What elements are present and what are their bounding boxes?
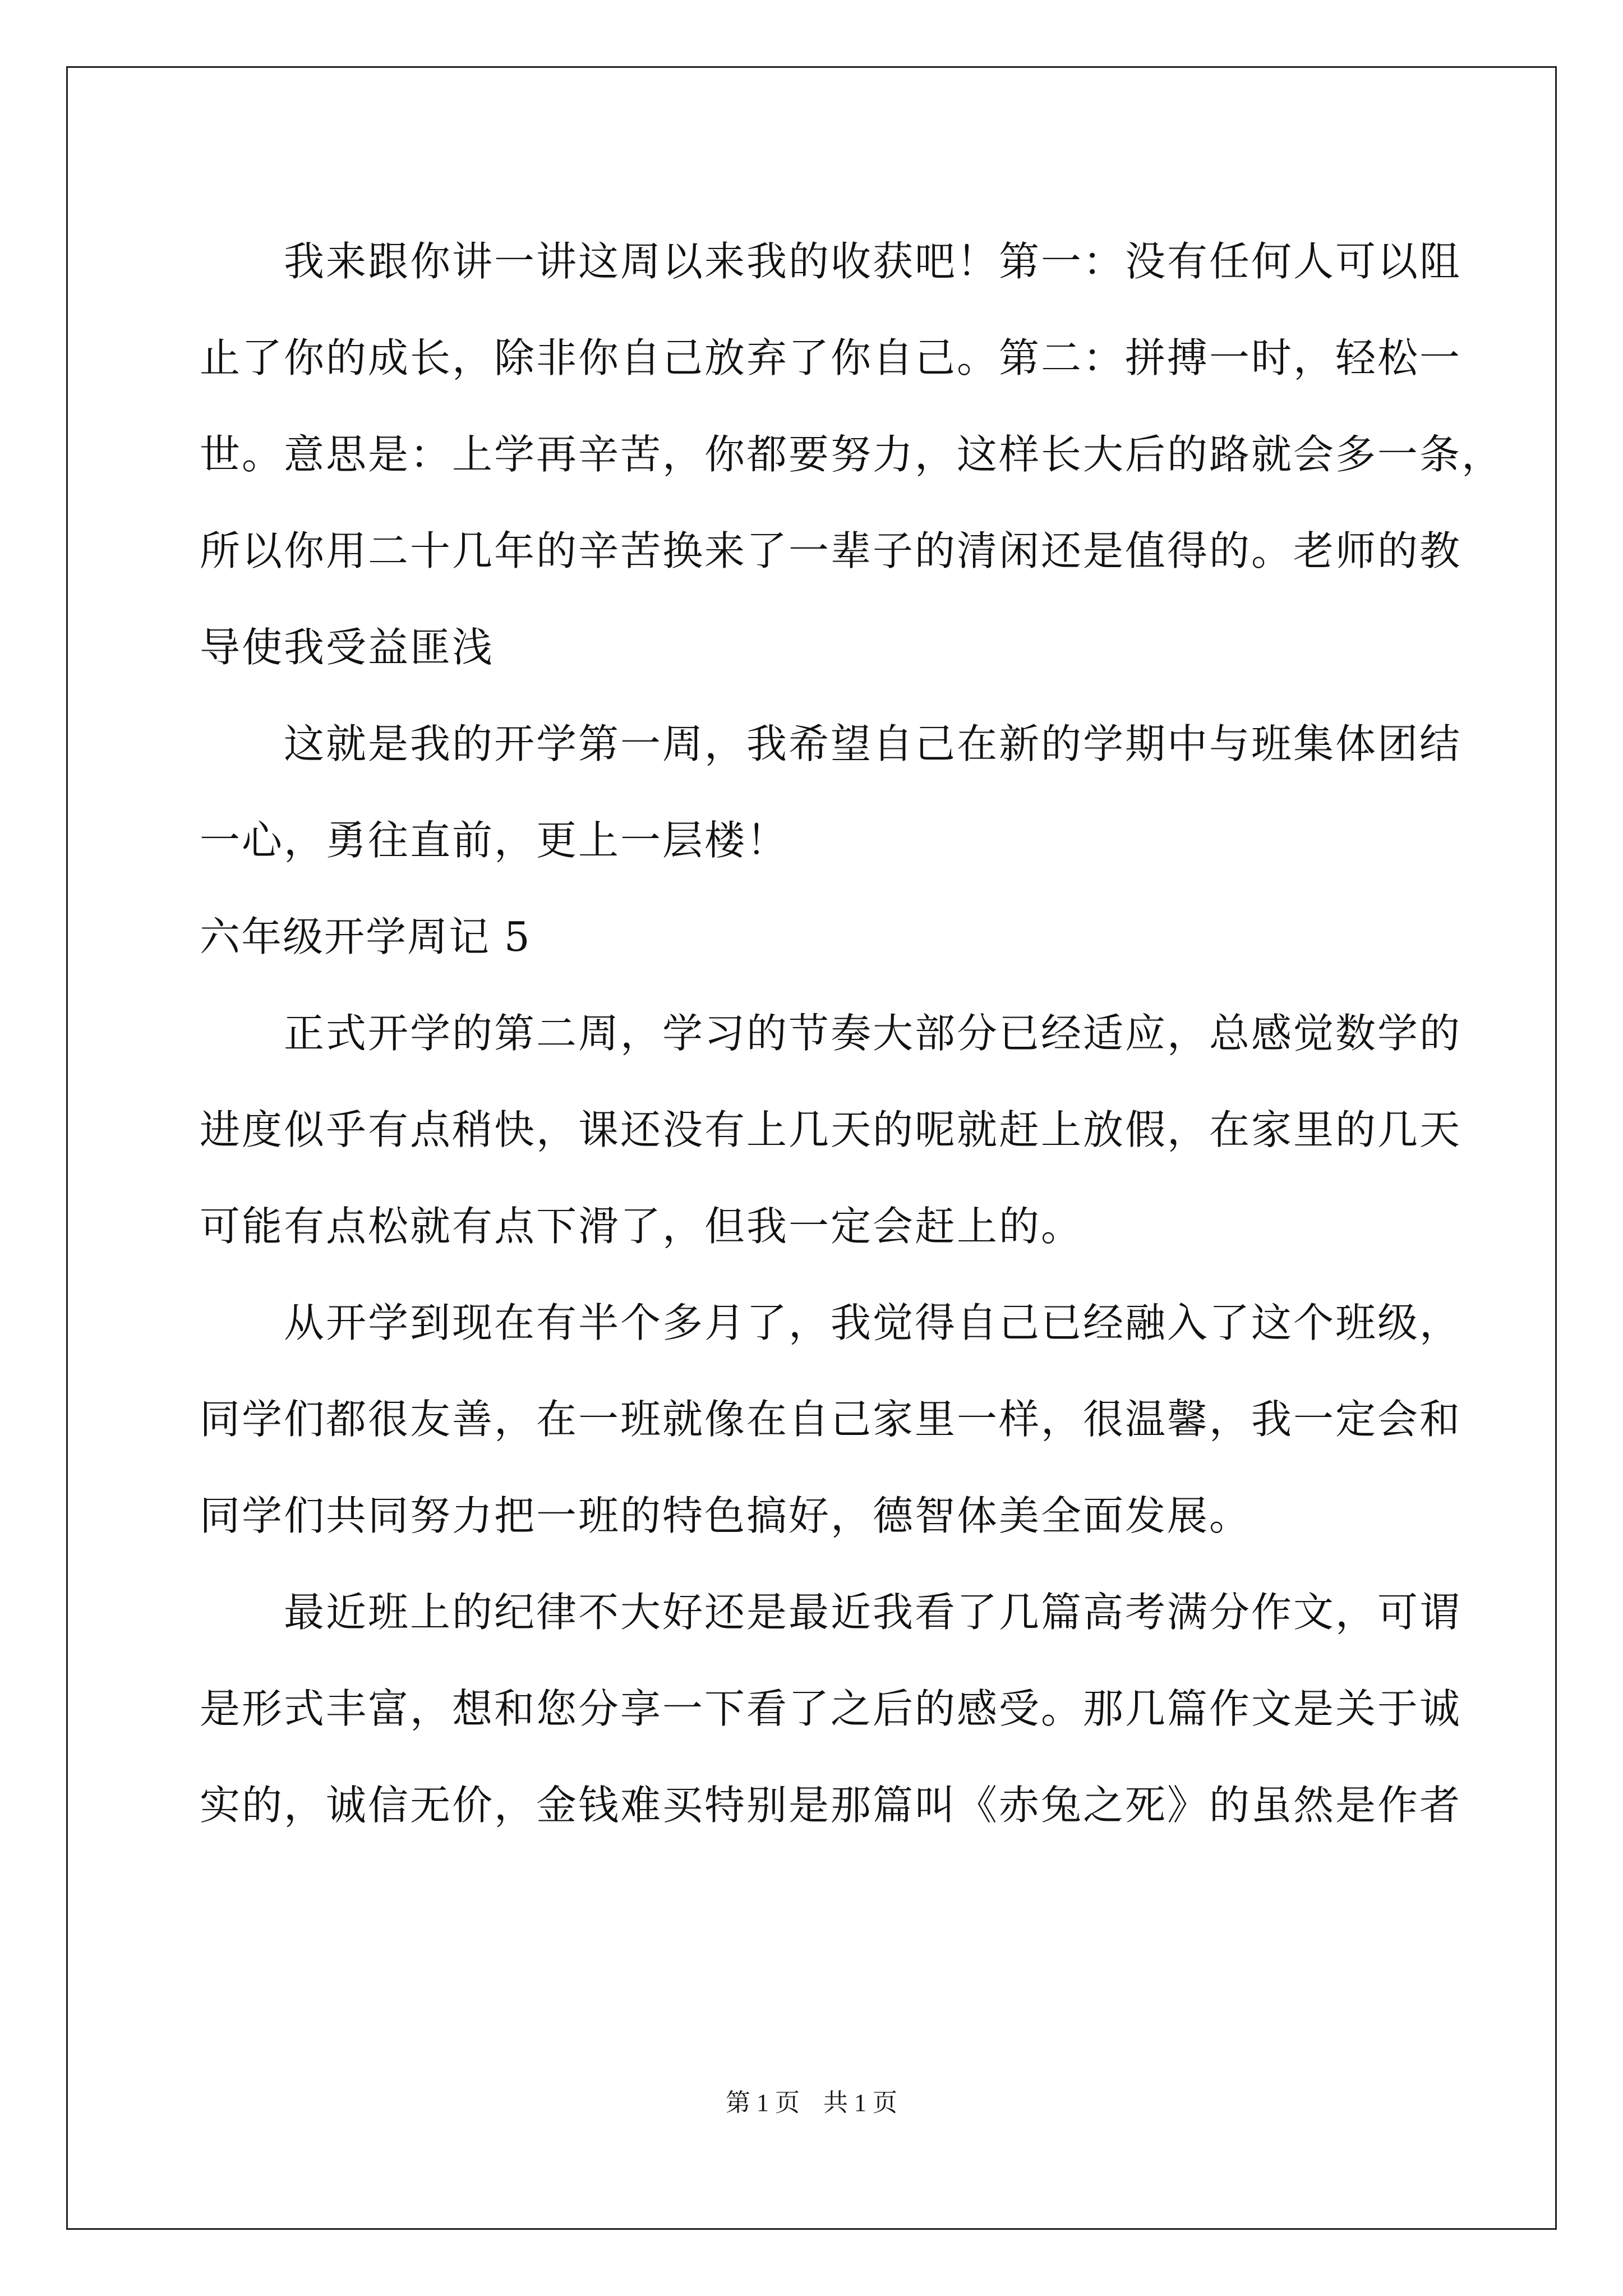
text-line: 一心，勇往直前，更上一层楼！ bbox=[200, 817, 789, 864]
paragraph bbox=[200, 1564, 1462, 1853]
text-line: 止了你的成长，除非你自己放弃了你自己。第二：拼搏一时，轻松一 bbox=[200, 334, 1462, 381]
paragraph bbox=[200, 1274, 1462, 1564]
section-heading: 六年级开学周记 5 bbox=[200, 913, 531, 960]
document-body bbox=[200, 213, 1504, 1853]
page-number: 第 1 页 bbox=[726, 2089, 800, 2116]
page-footer bbox=[0, 2082, 1623, 2118]
paragraph bbox=[200, 985, 1462, 1274]
text-line: 进度似乎有点稍快，课还没有上几天的呢就赶上放假，在家里的几天 bbox=[200, 1106, 1462, 1153]
text-line: 我来跟你讲一讲这周以来我的收获吧！第一：没有任何人可以阻 bbox=[284, 238, 1462, 285]
text-line: 导使我受益匪浅 bbox=[200, 624, 495, 671]
text-line: 同学们共同努力把一班的特色搞好，德智体美全面发展。 bbox=[200, 1492, 1252, 1539]
paragraph bbox=[200, 213, 1504, 696]
text-line: 实的，诚信无价，金钱难买特别是那篇叫《赤兔之死》的虽然是作者 bbox=[200, 1782, 1462, 1829]
text-line: 所以你用二十几年的辛苦换来了一辈子的清闲还是值得的。老师的教 bbox=[200, 527, 1462, 574]
text-line: 这就是我的开学第一周，我希望自己在新的学期中与班集体团结 bbox=[284, 720, 1462, 767]
text-line: 同学们都很友善，在一班就像在自己家里一样，很温馨，我一定会和 bbox=[200, 1396, 1462, 1443]
text-line: 世。意思是：上学再辛苦，你都要努力，这样长大后的路就会多一条， bbox=[200, 431, 1504, 478]
paragraph bbox=[200, 696, 1462, 889]
text-line: 最近班上的纪律不大好还是最近我看了几篇高考满分作文，可谓 bbox=[284, 1589, 1462, 1636]
text-line: 从开学到现在有半个多月了，我觉得自己已经融入了这个班级， bbox=[284, 1299, 1462, 1346]
text-line: 可能有点松就有点下滑了，但我一定会赶上的。 bbox=[200, 1203, 1083, 1250]
page-total: 共 1 页 bbox=[823, 2089, 897, 2116]
text-line: 正式开学的第二周，学习的节奏大部分已经适应，总感觉数学的 bbox=[284, 1010, 1462, 1057]
text-line: 是形式丰富，想和您分享一下看了之后的感受。那几篇作文是关于诚 bbox=[200, 1685, 1462, 1732]
